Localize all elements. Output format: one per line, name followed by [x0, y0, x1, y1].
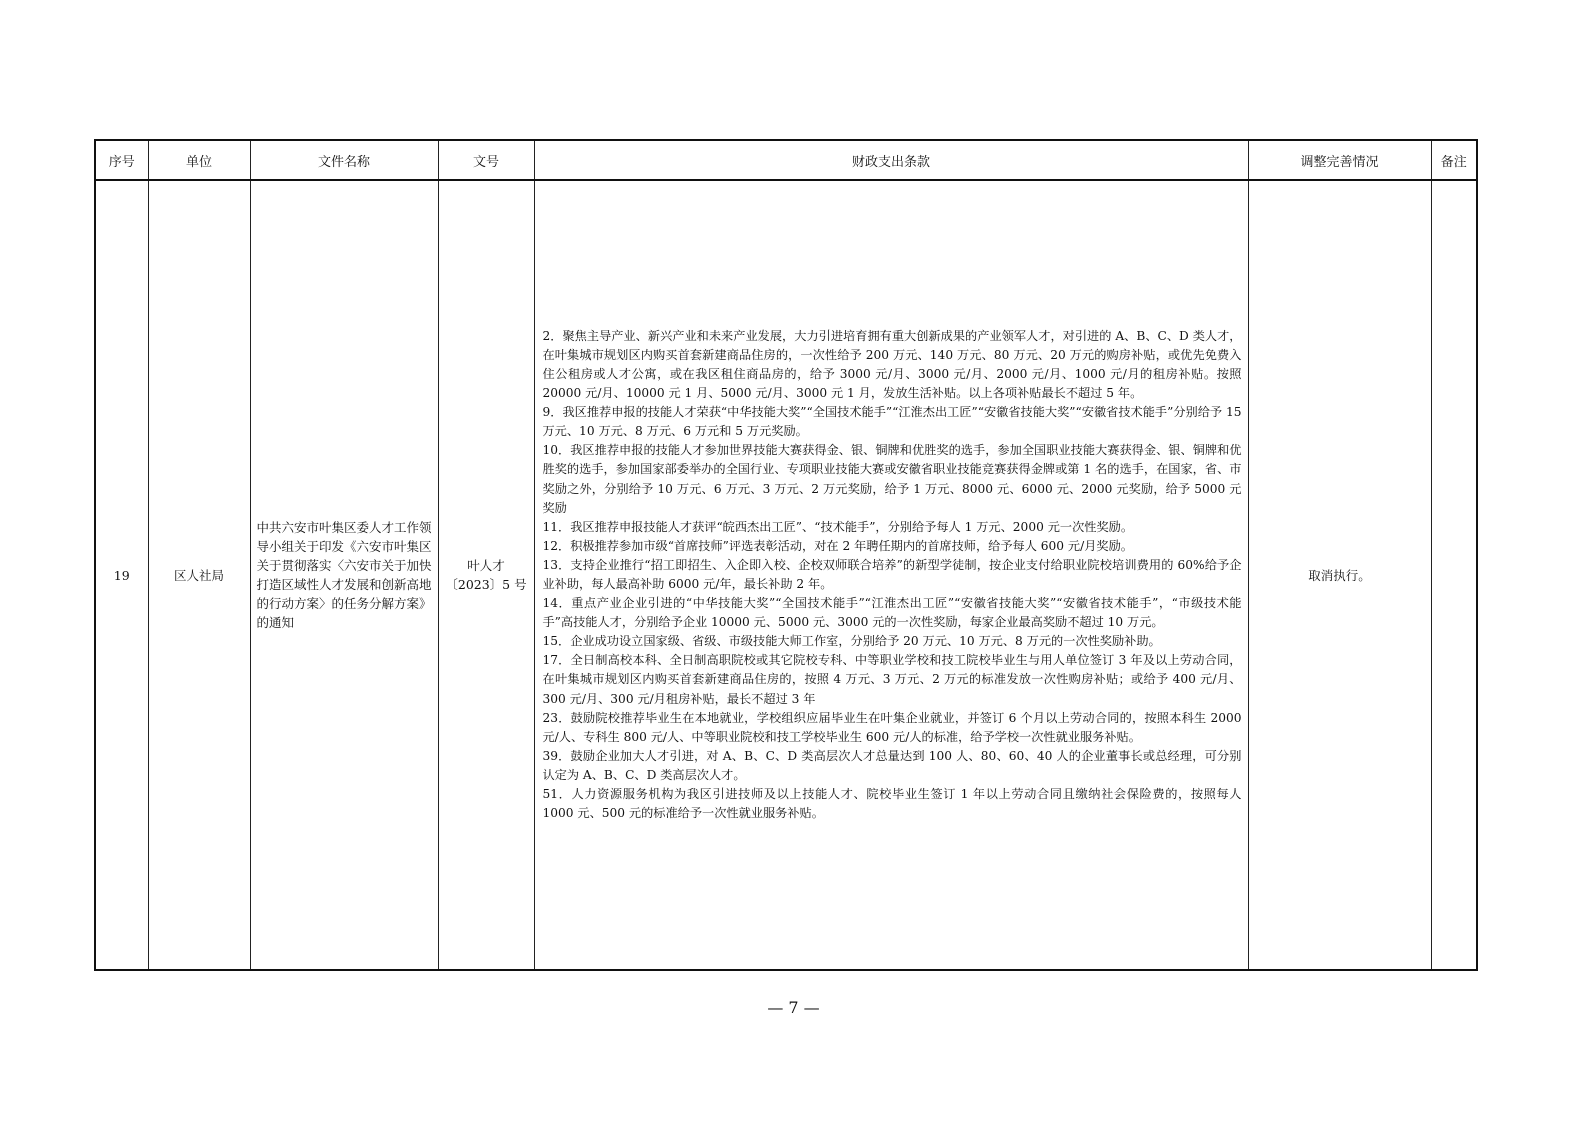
clause-item: 15．企业成功设立国家级、省级、市级技能大师工作室，分别给予 20 万元、10 万元、8 万元的一次性奖励补助。: [542, 634, 1161, 649]
table-header-row: [95, 140, 1477, 180]
header-remark: 备注: [1431, 140, 1477, 180]
clause-list: [543, 327, 1242, 823]
cell-remark: [1431, 180, 1477, 970]
cell-filename: 中共六安市叶集区委人才工作领导小组关于印发《六安市叶集区关于贯彻落实〈六安市关于加快打造区域性人才发展和创新高地的行动方案〉的任务分解方案》的通知: [250, 180, 438, 970]
clause-item: 2．聚焦主导产业、新兴产业和未来产业发展，大力引进培育拥有重大创新成果的产业领军人才，对引进的 A、B、C、D 类人才，在叶集城市规划区内购买首套新建商品住房的，一次性给予 200 万元、140 万元、80 万元、20 万元的购房补贴，或优先免费入住公租房或人才公寓，或在我区租住商品房的，给予 3000 元/月、3000 元/月、2000 元/月、1000 元/月的租房补贴。按照 20000 元/月、10000 元 1 月、5000 元/月、3000 元 1 月，发放生活补贴。以上各项补贴最长不超过 5 年。: [542, 328, 1242, 401]
table-row: [95, 180, 1477, 970]
clause-item: 17．全日制高校本科、全日制高职院校或其它院校专科、中等职业学校和技工院校毕业生与用人单位签订 3 年及以上劳动合同，在叶集城市规划区内购买首套新建商品住房的，按照 4 万元、3 万元、2 万元的标准发放一次性购房补贴；或给予 400 元/月、300 元/月、300 元/月租房补贴，最长不超过 3 年: [542, 653, 1242, 706]
clause-item: 13．支持企业推行“招工即招生、入企即入校、企校双师联合培养”的新型学徒制，按企业支付给职业院校培训费用的 60%给予企业补助，每人最高补助 6000 元/年，最长补助 2 年。: [542, 557, 1242, 591]
page-number: — 7 —: [767, 998, 820, 1017]
header-clauses: 财政支出条款: [534, 140, 1248, 180]
clause-item: 51．人力资源服务机构为我区引进技师及以上技能人才、院校毕业生签订 1 年以上劳动合同且缴纳社会保险费的，按照每人 1000 元、500 元的标准给予一次性就业服务补贴。: [542, 787, 1242, 821]
clause-item: 10．我区推荐申报的技能人才参加世界技能大赛获得金、银、铜牌和优胜奖的选手，参加全国职业技能大赛获得金、银、铜牌和优胜奖的选手，参加国家部委举办的全国行业、专项职业技能大赛或安徽省职业技能竞赛获得金牌或第 1 名的选手，在国家，省、市奖励之外，分别给予 10 万元、6 万元、3 万元、2 万元奖励，给予 1 万元、8000 元、6000 元、2000 元奖励，给予 5000 元奖励: [542, 443, 1242, 515]
clause-item: 9．我区推荐申报的技能人才荣获“中华技能大奖”“全国技术能手”“江淮杰出工匠”“安徽省技能大奖”“安徽省技术能手”分别给予 15 万元、10 万元、8 万元、6 万元和 5 万元奖励。: [542, 405, 1242, 439]
clause-item: 23．鼓励院校推荐毕业生在本地就业，学校组织应届毕业生在叶集企业就业，并签订 6 个月以上劳动合同的，按照本科生 2000 元/人、专科生 800 元/人、中等职业院校和技工学校毕业生 600 元/人的标准，给予学校一次性就业服务补贴。: [542, 710, 1242, 744]
clause-item: 39．鼓励企业加大人才引进，对 A、B、C、D 类高层次人才总量达到 100 人、80、60、40 人的企业董事长或总经理，可分别认定为 A、B、C、D 类高层次人才。: [542, 748, 1242, 782]
cell-unit: 区人社局: [148, 180, 250, 970]
cell-adjustment: 取消执行。: [1248, 180, 1431, 970]
clause-item: 12．积极推荐参加市级“首席技师”评选表彰活动，对在 2 年聘任期内的首席技师，给予每人 600 元/月奖励。: [542, 538, 1133, 553]
clause-item: 14．重点产业企业引进的“中华技能大奖”“全国技术能手”“江淮杰出工匠”“安徽省技能大奖”“安徽省技术能手”，“市级技术能手”高技能人才，分别给予企业 10000 元、5000 元、3000 元的一次性奖励，每家企业最高奖励不超过 10 万元。: [542, 596, 1242, 630]
header-seq: 序号: [95, 140, 148, 180]
header-unit: 单位: [148, 140, 250, 180]
cell-docno: [438, 180, 534, 970]
docno-line1: 叶人才: [467, 558, 505, 573]
header-filename: 文件名称: [250, 140, 438, 180]
header-adjustment: 调整完善情况: [1248, 140, 1431, 180]
cell-clauses: [534, 180, 1248, 970]
docno-line2: 〔2023〕5 号: [445, 577, 527, 592]
header-docno: 文号: [438, 140, 534, 180]
cell-seq: 19: [95, 180, 148, 970]
policy-table: [94, 139, 1478, 971]
clause-item: 11．我区推荐申报技能人才获评“皖西杰出工匠”、“技术能手”，分别给予每人 1 万元、2000 元一次性奖励。: [542, 519, 1134, 534]
